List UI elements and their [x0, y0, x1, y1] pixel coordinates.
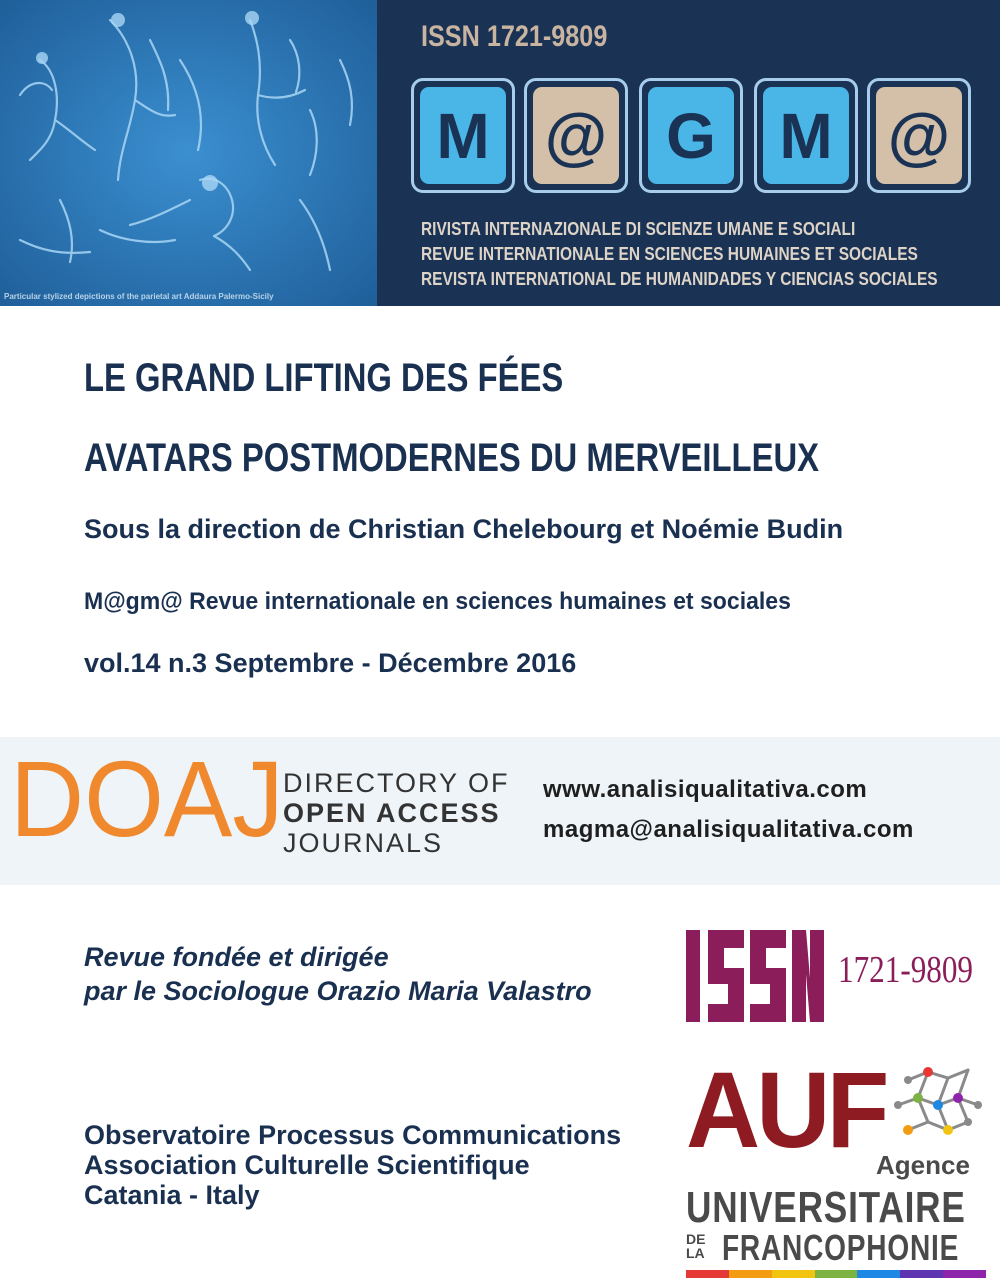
- doaj-line1: DIRECTORY OF: [283, 768, 510, 798]
- auf-agence: Agence: [876, 1150, 970, 1180]
- issue-title-line1: LE GRAND LIFTING DES FÉES: [84, 356, 564, 400]
- issn-logo-mark: [686, 928, 826, 1024]
- website-link[interactable]: www.analisiqualitativa.com: [543, 776, 868, 803]
- subtitle-it: RIVISTA INTERNAZIONALE DI SCIENZE UMANE E SOCIALI: [421, 219, 856, 239]
- journal-subtitles: [421, 217, 938, 292]
- issue-title-line2: AVATARS POSTMODERNES DU MERVEILLEUX: [84, 436, 820, 480]
- header-issn: ISSN 1721-9809: [421, 20, 608, 53]
- observatoire-line3: Catania - Italy: [84, 1180, 260, 1210]
- issue-editors: Sous la direction de Christian Chelebourg et Noémie Budin: [84, 514, 844, 544]
- auf-de-la: DE LA: [686, 1231, 706, 1261]
- subtitle-fr: REVUE INTERNATIONALE EN SCIENCES HUMAINES ET SOCIALES: [421, 244, 918, 264]
- doaj-logo: DOAJ: [10, 738, 284, 859]
- cave-art-image: [0, 0, 377, 306]
- journal-name: M@gm@ Revue internationale en sciences humaines et sociales: [84, 588, 791, 615]
- logo-letter-at: @: [524, 78, 628, 193]
- auf-universitaire: UNIVERSITAIRE: [686, 1183, 966, 1232]
- auf-bar-yellow: [772, 1270, 815, 1278]
- logo-letter-at2: @: [867, 78, 971, 193]
- doaj-line3: JOURNALS: [283, 828, 444, 858]
- auf-bar-indigo: [900, 1270, 943, 1278]
- issn-number: 1721-9809: [838, 949, 974, 991]
- observatoire-line1: Observatoire Processus Communications: [84, 1120, 622, 1150]
- art-caption: Particular stylized depictions of the parietal art Addaura Palermo-Sicily: [4, 292, 274, 301]
- auf-color-bar: [686, 1270, 986, 1278]
- journal-header: [0, 0, 1000, 306]
- auf-logo-mark: AUF: [686, 1049, 886, 1170]
- logo-letter-m: M: [411, 78, 515, 193]
- observatoire-line2: Association Culturelle Scientifique: [84, 1150, 530, 1180]
- founder-line1: Revue fondée et dirigée: [84, 942, 389, 972]
- email-link[interactable]: magma@analisiqualitativa.com: [543, 816, 914, 843]
- logo-letter-m2: M: [754, 78, 858, 193]
- doaj-text: [283, 768, 510, 858]
- subtitle-es: REVISTA INTERNATIONAL DE HUMANIDADES Y CIENCIAS SOCIALES: [421, 269, 938, 289]
- auf-network-icon: [888, 1060, 988, 1150]
- observatoire-block: [84, 1120, 621, 1210]
- founder-line2: par le Sociologue Orazio Maria Valastro: [84, 976, 592, 1006]
- auf-francophonie: FRANCOPHONIE: [722, 1227, 960, 1268]
- auf-bar-violet: [943, 1270, 986, 1278]
- auf-bar-blue: [857, 1270, 900, 1278]
- issue-volume: vol.14 n.3 Septembre - Décembre 2016: [84, 648, 577, 678]
- auf-bar-green: [815, 1270, 858, 1278]
- logo-letter-g: G: [639, 78, 743, 193]
- doaj-line2: OPEN ACCESS: [283, 798, 501, 828]
- founder-statement: [84, 940, 592, 1008]
- auf-bar-orange: [729, 1270, 772, 1278]
- cave-art-figures: [0, 0, 377, 306]
- auf-bar-red: [686, 1270, 729, 1278]
